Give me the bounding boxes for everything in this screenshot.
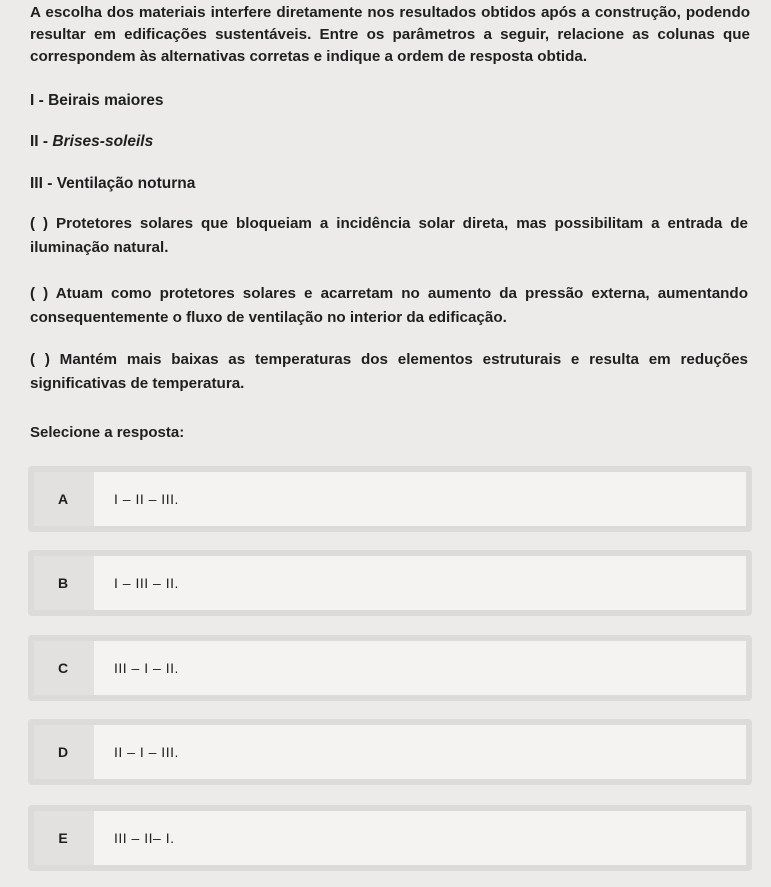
answer-option-d-text: II – I – III. [114,744,179,760]
answer-option-e-letter: E [58,830,68,846]
question-intro [30,0,750,68]
column-item-1-sep: - [34,92,49,109]
answer-option-e[interactable] [28,805,752,871]
answer-option-e-box[interactable] [94,811,746,865]
select-answer-label: Selecione a resposta: [30,424,185,441]
answer-option-b-text: I – III – II. [114,575,179,591]
column-item-3-sep: - [42,175,57,192]
answer-option-c-text: III – I – II. [114,660,179,676]
column-item-2-roman: II [30,133,39,150]
column-item-2 [30,133,153,151]
column-item-2-sep: - [38,133,53,150]
column-item-3-roman: III [30,175,43,192]
column-item-3-text: Ventilação noturna [56,175,196,192]
answer-option-e-text: III – II– I. [114,830,175,846]
answer-option-b-letter: B [57,575,69,591]
answer-option-d-box[interactable] [94,725,746,779]
statement-2: ( ) Atuam como protetores solares e acarretam no aumento da pressão externa, aumentando consequentemente o fluxo de ventilação no interior da edificação. [30,285,748,326]
question-intro-text: A escolha dos materiais interfere diretamente nos resultados obtidos após a construção, podendo resultar em edificações sustentáveis. Entre os parâmetros a seguir, relacione as colunas que correspondem às alternativas corretas e indique a ordem de resposta obtida. [30,4,750,65]
statement-3: ( ) Mantém mais baixas as temperaturas dos elementos estruturais e resulta em reduções significativas de temperatura. [30,351,748,392]
answer-option-a-box[interactable] [94,472,746,526]
statement-1: ( ) Protetores solares que bloqueiam a incidência solar direta, mas possibilitam a entrada de iluminação natural. [30,215,748,256]
column-item-1 [30,92,164,110]
answer-option-c-box[interactable] [94,641,746,695]
answer-option-a[interactable] [28,466,752,532]
answer-option-b-box[interactable] [94,556,746,610]
answer-option-a-text: I – II – III. [114,491,179,507]
answer-option-b[interactable] [28,550,752,616]
answer-option-c-letter: C [57,660,69,676]
answer-option-d[interactable] [28,719,752,785]
column-item-2-text: Brises-soleils [52,133,154,150]
column-item-3 [30,175,195,193]
column-item-1-roman: I [30,92,35,109]
answer-option-d-letter: D [57,744,69,760]
column-item-1-text: Beirais maiores [48,92,164,109]
answer-option-c[interactable] [28,635,752,701]
answer-option-a-letter: A [57,491,69,507]
